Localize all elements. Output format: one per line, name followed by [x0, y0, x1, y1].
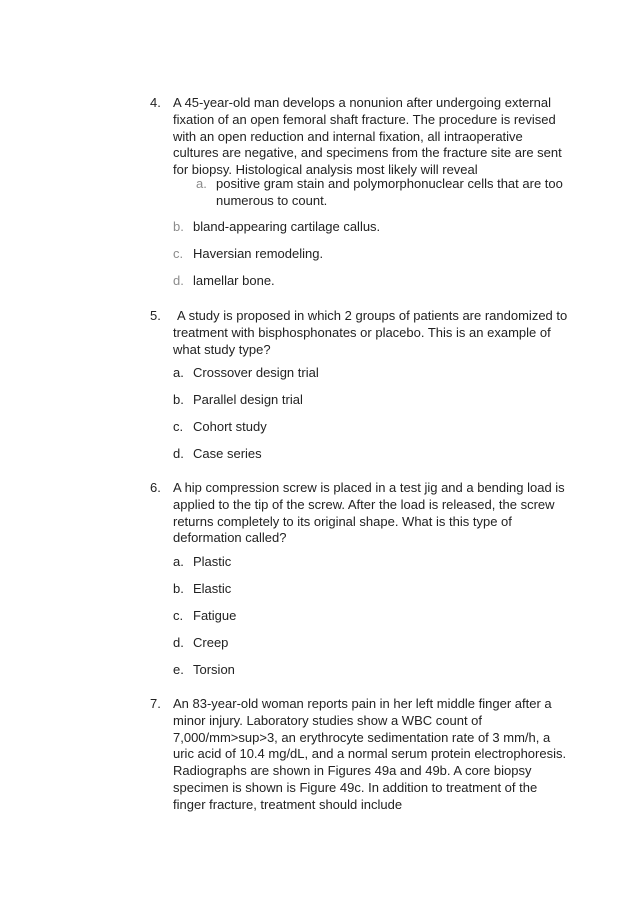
option-b [173, 581, 570, 598]
question-stem: A hip compression screw is placed in a test jig and a bending load is applied to the tip of the screw. After the load is released, the screw returns completely to its original shape. What is this type of deformation called? [173, 480, 565, 546]
option-text: Parallel design trial [193, 392, 303, 407]
question-5-option-b [150, 392, 570, 409]
option-a [173, 554, 570, 571]
option-letter: e. [173, 662, 184, 677]
question-number: 5. [150, 308, 161, 323]
question-number: 7. [150, 696, 161, 711]
question-number: 4. [150, 95, 161, 110]
option-letter: b. [173, 581, 184, 596]
option-letter: a. [173, 365, 184, 380]
option-letter: c. [173, 419, 184, 434]
question-6 [150, 480, 570, 547]
option-text: Creep [193, 635, 229, 650]
question-stem: An 83-year-old woman reports pain in her left middle finger after a minor injury. Laboratory studies show a WBC count of 7,000/mm>sup>3, an erythrocyte sedimentation rate of 3 mm/h, a uric acid of 10.4 mg/dL, and a normal serum protein electrophoresis. Radiographs are shown in Figures 49a and 49b. A core biopsy specimen is shown is Figure 49c. In addition to treatment of the finger fracture, treatment should include [173, 696, 567, 812]
option-text: Plastic [193, 554, 232, 569]
question-6-option-b [150, 581, 570, 598]
option-b [173, 392, 570, 409]
question-4-option-c [150, 246, 570, 263]
option-e [173, 662, 570, 679]
question-number: 6. [150, 480, 161, 495]
option-letter: d. [173, 273, 184, 288]
option-c [173, 419, 570, 436]
question-6-option-e [150, 662, 570, 679]
option-letter: a. [196, 176, 207, 191]
option-d [173, 635, 570, 652]
option-b [173, 219, 570, 236]
option-a [173, 365, 570, 382]
option-letter: d. [173, 446, 184, 461]
option-text: Torsion [193, 662, 235, 677]
question-6-option-d [150, 635, 570, 652]
option-d [173, 446, 570, 463]
option-letter: b. [173, 219, 184, 234]
option-text: bland-appearing cartilage callus. [193, 219, 381, 234]
question-stem: A study is proposed in which 2 groups of patients are randomized to treatment with bisphosphonates or placebo. This is an example of what study type? [173, 308, 568, 357]
question-stem: A 45-year-old man develops a nonunion after undergoing external fixation of an open femoral shaft fracture. The procedure is revised with an open reduction and internal fixation, all intraoperative cultures are negative, and specimens from the fracture site are sent for biopsy. Histological analysis most likely will reveal [173, 95, 562, 178]
question-5-option-c [150, 419, 570, 436]
question-5 [150, 308, 570, 358]
option-text: Haversian remodeling. [193, 246, 324, 261]
option-c [173, 246, 570, 263]
option-text: lamellar bone. [193, 273, 275, 288]
question-4-option-b [150, 219, 570, 236]
question-4-options [173, 176, 593, 210]
question-4 [150, 95, 570, 179]
question-5-option-d [150, 446, 570, 463]
option-letter: c. [173, 608, 184, 623]
question-6-option-c [150, 608, 570, 625]
option-text: Crossover design trial [193, 365, 319, 380]
option-text: Cohort study [193, 419, 267, 434]
option-a [196, 176, 593, 210]
option-letter: d. [173, 635, 184, 650]
question-6-option-a [150, 554, 570, 571]
option-text: positive gram stain and polymorphonuclear cells that are too numerous to count. [216, 176, 563, 208]
option-letter: a. [173, 554, 184, 569]
option-text: Case series [193, 446, 262, 461]
option-text: Fatigue [193, 608, 237, 623]
question-4-option-d [150, 273, 570, 290]
option-letter: b. [173, 392, 184, 407]
question-5-option-a [150, 365, 570, 382]
option-c [173, 608, 570, 625]
option-text: Elastic [193, 581, 232, 596]
option-d [173, 273, 570, 290]
option-letter: c. [173, 246, 184, 261]
question-7 [150, 696, 570, 814]
